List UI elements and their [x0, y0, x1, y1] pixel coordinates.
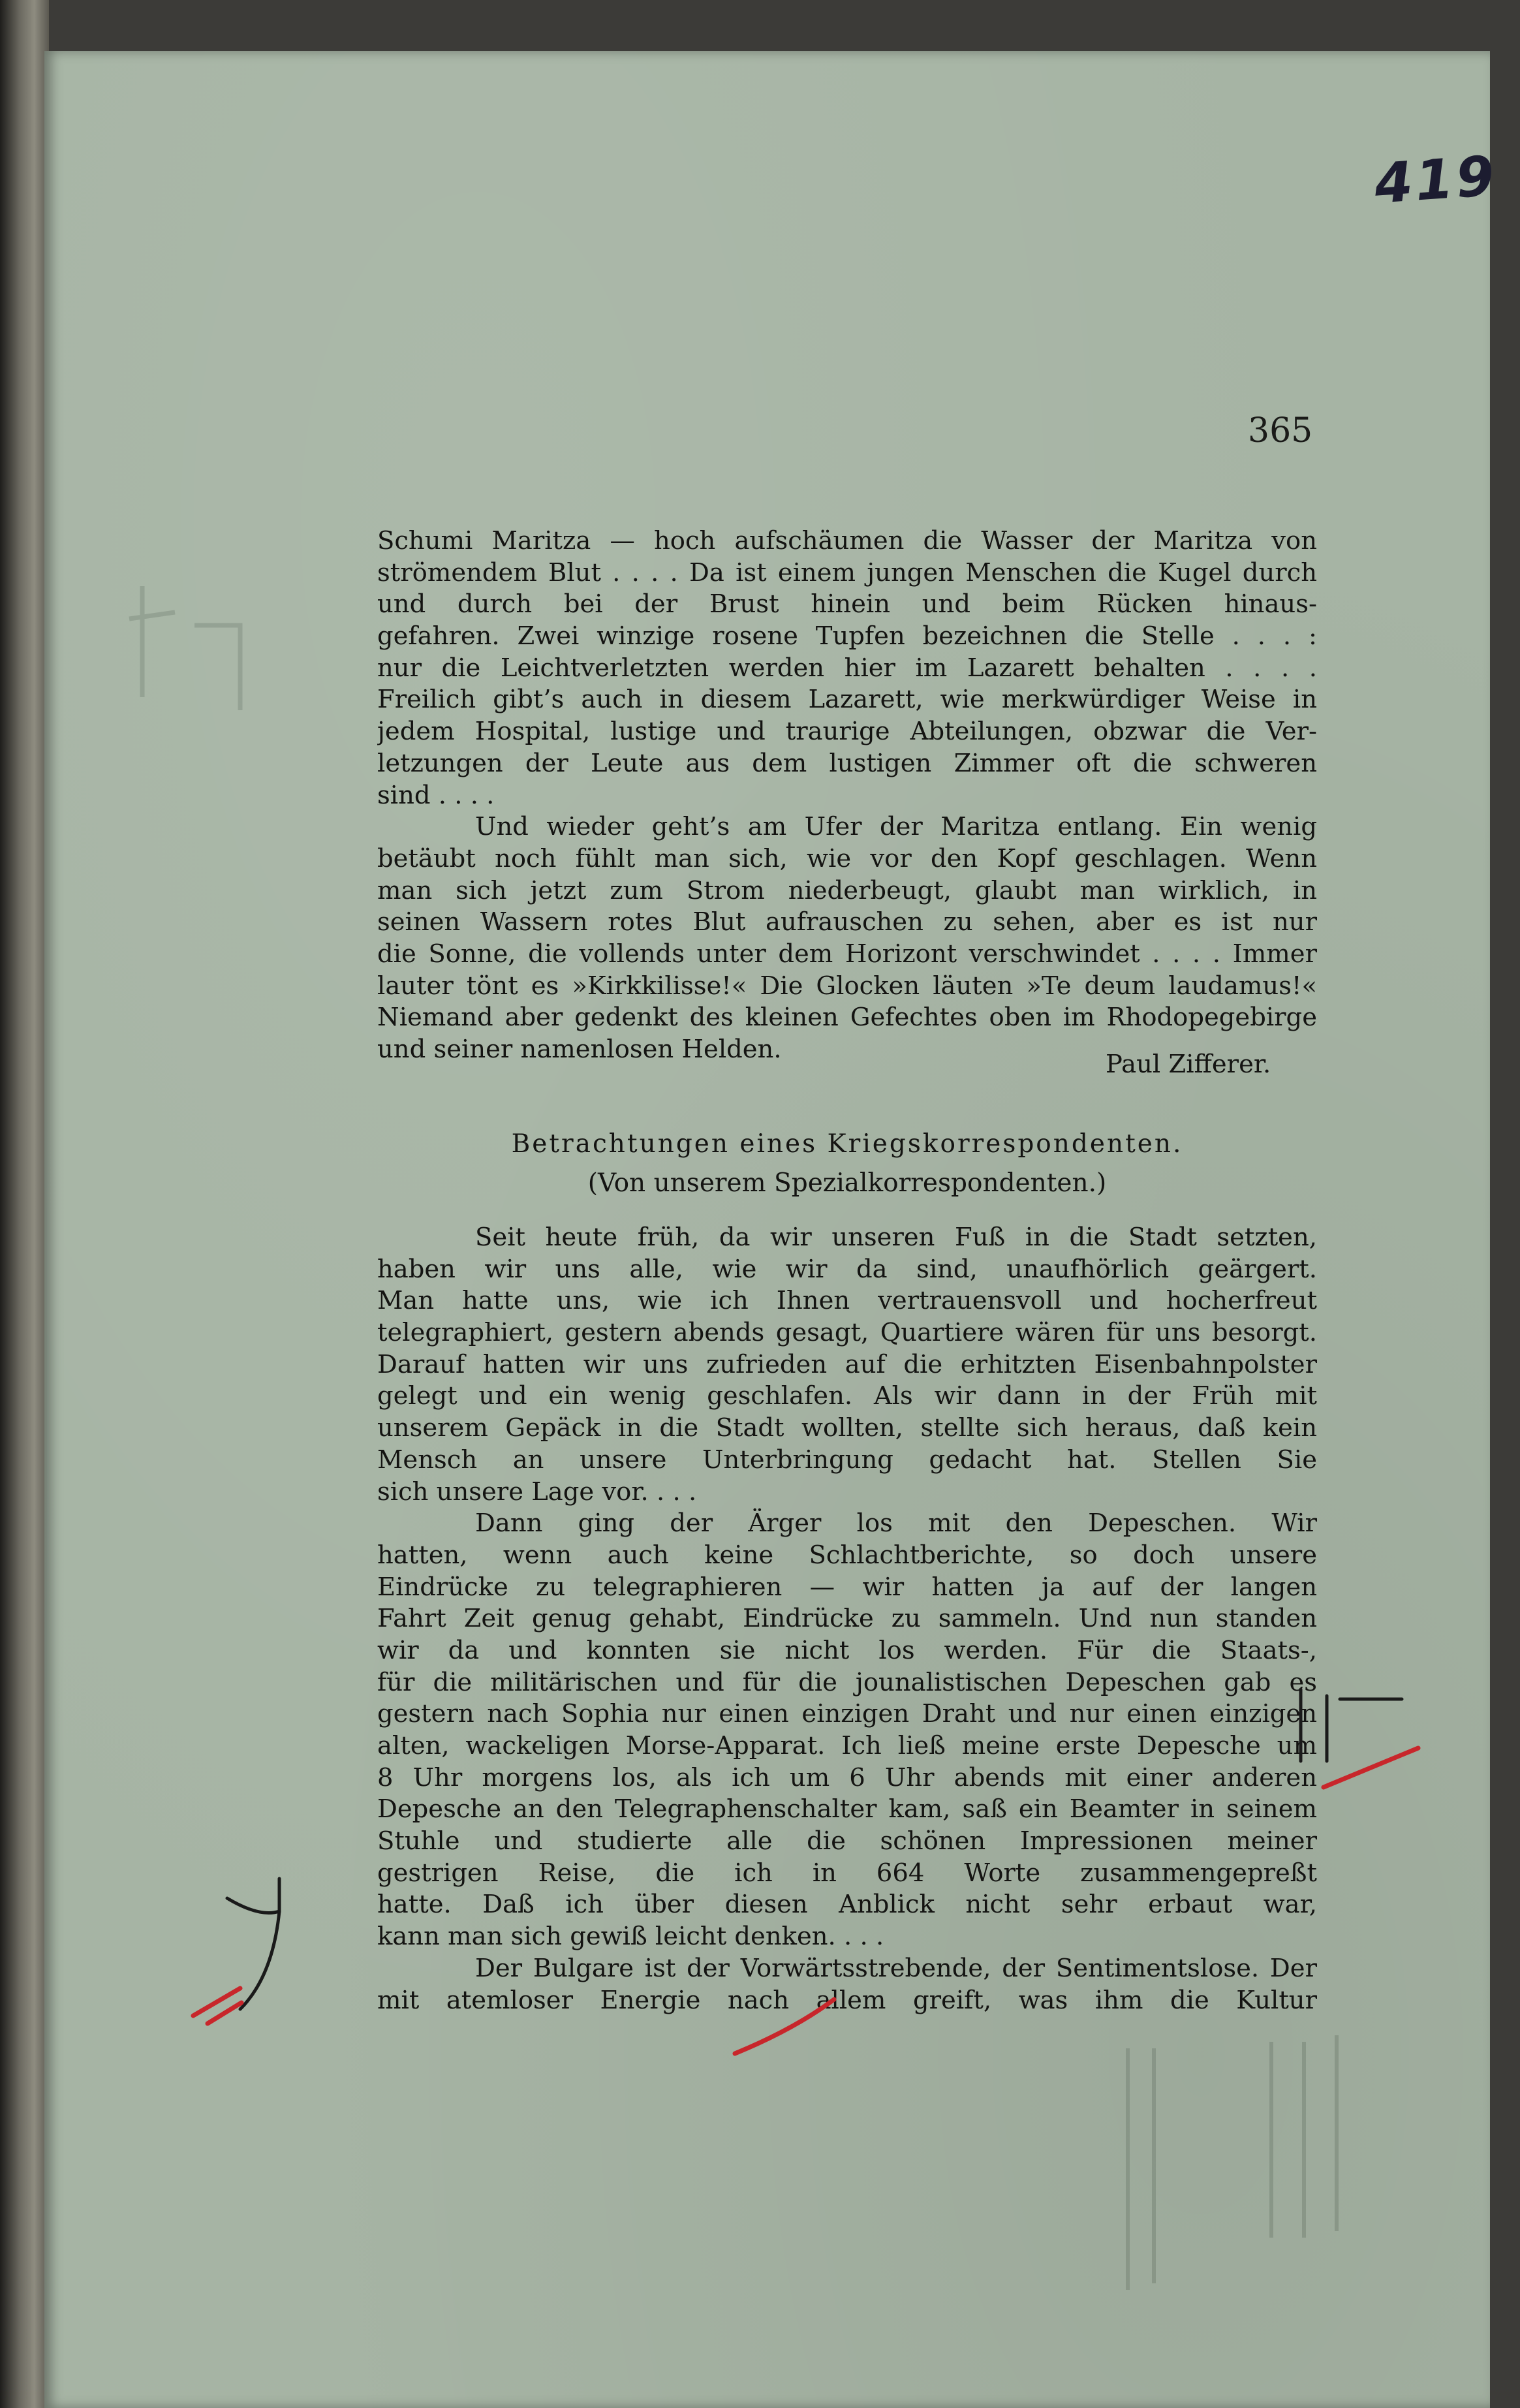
continuation-text	[377, 525, 1317, 1066]
article-subtitle: (Von unserem Spezialkorrespondenten.)	[587, 1168, 1107, 1198]
text-line: Eindrücke zu telegraphieren — wir hatten ja auf der langen	[377, 1572, 1317, 1602]
text-line: Dann ging der Ärger los mit den Depeschen. Wir	[475, 1509, 1317, 1539]
archive-number: 419	[1372, 144, 1499, 216]
text-line: hatten, wenn auch keine Schlachtberichte, so doch unsere	[377, 1540, 1317, 1570]
text-line: gefahren. Zwei winzige rosene Tupfen bezeichnen die Stelle . . . :	[377, 621, 1317, 651]
text-line: mit atemloser Energie nach allem greift, was ihm die Kultur	[377, 1985, 1317, 2015]
text-line: letzungen der Leute aus dem lustigen Zimmer oft die schweren	[377, 748, 1317, 778]
text-line: Niemand aber gedenkt des kleinen Gefechtes oben im Rhodopegebirge	[377, 1003, 1317, 1033]
text-line: gelegt und ein wenig geschlafen. Als wir dann in der Früh mit	[377, 1381, 1317, 1411]
text-line: jedem Hospital, lustige und traurige Abteilungen, obzwar die Ver-	[377, 717, 1317, 747]
book-binding-edge	[0, 0, 49, 2408]
text-line: und seiner namenlosen Helden.	[377, 1035, 782, 1064]
text-line: Depesche an den Telegraphenschalter kam, saß ein Beamter in seinem	[377, 1794, 1317, 1824]
text-line: Der Bulgare ist der Vorwärtsstrebende, der Sentimentslose. Der	[475, 1953, 1317, 1983]
text-line: Fahrt Zeit genug gehabt, Eindrücke zu sammeln. Und nun standen	[377, 1604, 1317, 1634]
text-line: wir da und konnten sie nicht los werden. Für die Staats-,	[377, 1635, 1317, 1665]
text-line: Man hatte uns, wie ich Ihnen vertrauensvoll und hocherfreut	[377, 1286, 1317, 1316]
page-number: 365	[1248, 411, 1313, 450]
text-line: sind . . . .	[377, 780, 495, 810]
text-line: und durch bei der Brust hinein und beim Rücken hinaus-	[377, 589, 1317, 619]
text-line: 8 Uhr morgens los, als ich um 6 Uhr abends mit einer anderen	[377, 1762, 1317, 1792]
article-body	[377, 1222, 1317, 2016]
text-line: sich unsere Lage vor. . . .	[377, 1477, 697, 1507]
text-line: betäubt noch fühlt man sich, wie vor den Kopf geschlagen. Wenn	[377, 843, 1317, 873]
text-line: kann man sich gewiß leicht denken. . . .	[377, 1922, 884, 1952]
text-line: gestern nach Sophia nur einen einzigen Draht und nur einen einzigen	[377, 1699, 1317, 1729]
text-line: gestrigen Reise, die ich in 664 Worte zusammengepreßt	[377, 1858, 1317, 1888]
text-line: telegraphiert, gestern abends gesagt, Quartiere wären für uns besorgt.	[377, 1318, 1317, 1348]
text-line: lauter tönt es »Kirkkilisse!« Die Glocken läuten »Te deum laudamus!«	[377, 971, 1317, 1001]
text-line: für die militärischen und für die jounalistischen Depeschen gab es	[377, 1667, 1317, 1697]
text-line: Mensch an unsere Unterbringung gedacht hat. Stellen Sie	[377, 1445, 1317, 1475]
text-line: Seit heute früh, da wir unseren Fuß in die Stadt setzten,	[475, 1223, 1317, 1252]
text-line: hatte. Daß ich über diesen Anblick nicht sehr erbaut war,	[377, 1890, 1317, 1920]
text-line: seinen Wassern rotes Blut aufrauschen zu sehen, aber es ist nur	[377, 907, 1317, 937]
text-line: Darauf hatten wir uns zufrieden auf die erhitzten Eisenbahnpolster	[377, 1349, 1317, 1379]
text-line: Und wieder geht’s am Ufer der Maritza entlang. Ein wenig	[475, 812, 1317, 842]
faint-handwriting-trace	[129, 586, 240, 710]
text-line: nur die Leichtverletzten werden hier im Lazarett behalten . . . .	[377, 653, 1317, 683]
text-line: die Sonne, die vollends unter dem Horizont verschwindet . . . . Immer	[377, 939, 1317, 969]
text-line: Schumi Maritza — hoch aufschäumen die Wasser der Maritza von	[377, 526, 1317, 555]
text-line: Freilich gibt’s auch in diesem Lazarett, wie merkwürdiger Weise in	[377, 685, 1317, 715]
text-line: strömendem Blut . . . . Da ist einem jungen Menschen die Kugel durch	[377, 557, 1317, 587]
text-line: unserem Gepäck in die Stadt wollten, stellte sich heraus, daß kein	[377, 1413, 1317, 1443]
text-line: alten, wackeligen Morse-Apparat. Ich ließ meine erste Depesche um	[377, 1731, 1317, 1760]
faint-stamp-trace	[1128, 2035, 1337, 2290]
black-pencil-y-mark	[227, 1879, 279, 2009]
author-signature: Paul Zifferer.	[1106, 1050, 1271, 1079]
text-line: haben wir uns alle, wie wir da sind, unaufhörlich geärgert.	[377, 1254, 1317, 1284]
page-sheet	[44, 51, 1499, 2408]
text-line: man sich jetzt zum Strom niederbeugt, glaubt man wirklich, in	[377, 875, 1317, 905]
text-line: Stuhle und studierte alle die schönen Impressionen meiner	[377, 1826, 1317, 1856]
article-title: Betrachtungen eines Kriegskorrespondenten.	[511, 1129, 1183, 1159]
